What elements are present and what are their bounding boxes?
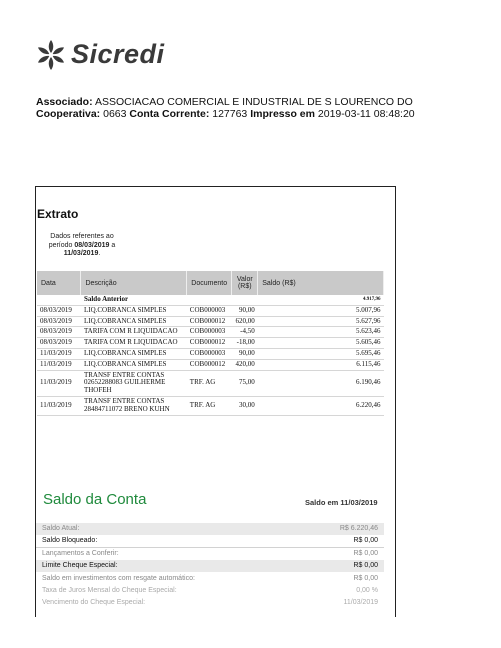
- period-start: 08/03/2019: [74, 241, 110, 249]
- period-a: a: [111, 241, 116, 249]
- table-row: [37, 396, 384, 415]
- table-row: [37, 316, 384, 327]
- table-row: [37, 327, 384, 338]
- saldo-row: [36, 597, 384, 609]
- cell-balance: 5.007,96: [258, 305, 384, 316]
- saldo-row-value: 0,00 %: [356, 587, 378, 594]
- table-row: [37, 348, 384, 359]
- cell-value: 90,00: [232, 348, 258, 359]
- col-header-descricao: Descrição: [81, 271, 187, 295]
- table-row: [37, 338, 384, 349]
- cell-value: -4,50: [232, 327, 258, 338]
- conta-value: 127763: [212, 108, 248, 120]
- cell-date: 08/03/2019: [37, 338, 81, 349]
- cell-document: TRF. AG: [187, 396, 232, 415]
- conta-label: Conta Corrente:: [129, 108, 210, 120]
- cell-value: 30,00: [232, 396, 258, 415]
- impresso-value: 2019-03-11 08:48:20: [317, 108, 415, 120]
- saldo-anterior-value: 4.917,96: [258, 295, 384, 305]
- cell-document: COB000003: [187, 348, 232, 359]
- saldo-row-value: R$ 0,00: [353, 562, 378, 569]
- cell-value: 620,00: [232, 316, 258, 327]
- saldo-row-label: Limite Cheque Especial:: [42, 562, 118, 569]
- cell-date: 08/03/2019: [37, 305, 81, 316]
- cell-description: TRANSF ENTRE CONTAS 28484711072 BRENO KUHN: [81, 396, 187, 415]
- cell-date: 11/03/2019: [37, 370, 81, 396]
- saldo-row-value: R$ 6.220,46: [339, 525, 378, 532]
- account-line: [36, 108, 415, 120]
- brand-name: Sicredi: [71, 39, 165, 69]
- col-header-valor: Valor (R$): [232, 271, 258, 295]
- cell-date: 08/03/2019: [37, 316, 81, 327]
- saldo-row: [36, 585, 384, 597]
- cell-balance: 6.190,46: [258, 370, 384, 396]
- saldo-row-value: R$ 0,00: [353, 550, 378, 557]
- saldo-row: [36, 560, 384, 572]
- sicredi-logo-icon: [34, 38, 68, 72]
- saldo-title: Saldo da Conta: [43, 491, 147, 508]
- cell-description: LIQ.COBRANCA SIMPLES: [81, 359, 187, 370]
- cooperativa-label: Cooperativa:: [36, 108, 101, 120]
- cell-date: 11/03/2019: [37, 348, 81, 359]
- cell-date: 11/03/2019: [37, 396, 81, 415]
- cell-date: 08/03/2019: [37, 327, 81, 338]
- cell-description: LIQ.COBRANCA SIMPLES: [81, 316, 187, 327]
- cell-description: TARIFA COM R LIQUIDACAO: [81, 327, 187, 338]
- cell-description: TRANSF ENTRE CONTAS 02652288083 GUILHERME THOFEH: [81, 370, 187, 396]
- col-header-data: Data: [37, 271, 81, 295]
- table-row: [37, 370, 384, 396]
- cell-document: COB000012: [187, 316, 232, 327]
- saldo-anterior-label: Saldo Anterior: [81, 295, 187, 305]
- period-info: [38, 233, 126, 259]
- cell-value: 75,00: [232, 370, 258, 396]
- cell-balance: 5.605,46: [258, 338, 384, 349]
- cell-balance: 6.220,46: [258, 396, 384, 415]
- cell-description: LIQ.COBRANCA SIMPLES: [81, 305, 187, 316]
- saldo-row: [36, 573, 384, 585]
- cell-description: TARIFA COM R LIQUIDACAO: [81, 338, 187, 349]
- table-row: [37, 305, 384, 316]
- cell-document: COB000003: [187, 305, 232, 316]
- cell-document: COB000003: [187, 327, 232, 338]
- saldo-row-label: Vencimento do Cheque Especial:: [42, 599, 146, 606]
- impresso-label: Impresso em: [250, 108, 315, 120]
- sicredi-logo: [34, 38, 174, 74]
- saldo-row: [36, 548, 384, 560]
- saldo-anterior-row: [37, 295, 384, 305]
- period-end-suffix: .: [98, 250, 101, 258]
- saldo-row-label: Taxa de Juros Mensal do Cheque Especial:: [42, 587, 177, 594]
- cell-document: TRF. AG: [187, 370, 232, 396]
- saldo-row: [36, 535, 384, 548]
- saldo-row-value: 11/03/2019: [343, 599, 378, 606]
- saldo-row-value: R$ 0,00: [353, 537, 378, 544]
- cell-value: 90,00: [232, 305, 258, 316]
- saldo-row: [36, 523, 384, 535]
- cell-document: COB000012: [187, 338, 232, 349]
- period-end: 11/03/2019: [63, 250, 99, 258]
- associado-line: [36, 96, 413, 108]
- saldo-row-label: Saldo Bloqueado:: [42, 537, 98, 544]
- cell-description: LIQ.COBRANCA SIMPLES: [81, 348, 187, 359]
- statement-table: [37, 271, 384, 416]
- cell-balance: 5.695,46: [258, 348, 384, 359]
- table-row: [37, 359, 384, 370]
- cooperativa-value: 0663: [103, 108, 127, 120]
- associado-value: ASSOCIACAO COMERCIAL E INDUSTRIAL DE S LOURENCO DO: [94, 96, 413, 108]
- cell-balance: 6.115,46: [258, 359, 384, 370]
- cell-document: COB000012: [187, 359, 232, 370]
- period-prefix: período: [48, 241, 73, 249]
- saldo-row-label: Saldo Atual:: [42, 525, 80, 532]
- cell-date: 11/03/2019: [37, 359, 81, 370]
- saldo-date: Saldo em 11/03/2019: [305, 498, 378, 507]
- extrato-title: Extrato: [37, 207, 79, 221]
- cell-value: 420,00: [232, 359, 258, 370]
- table-header-row: [37, 271, 384, 295]
- associado-label: Associado:: [36, 96, 93, 108]
- col-header-saldo: Saldo (R$): [258, 271, 384, 295]
- cell-balance: 5.627,96: [258, 316, 384, 327]
- saldo-row-label: Saldo em investimentos com resgate automático:: [42, 575, 195, 582]
- cell-balance: 5.623,46: [258, 327, 384, 338]
- period-line1: Dados referentes ao: [50, 233, 114, 240]
- cell-value: -18,00: [232, 338, 258, 349]
- saldo-row-value: R$ 0,00: [353, 575, 378, 582]
- saldo-row-label: Lançamentos a Conferir:: [42, 550, 119, 557]
- col-header-documento: Documento: [187, 271, 232, 295]
